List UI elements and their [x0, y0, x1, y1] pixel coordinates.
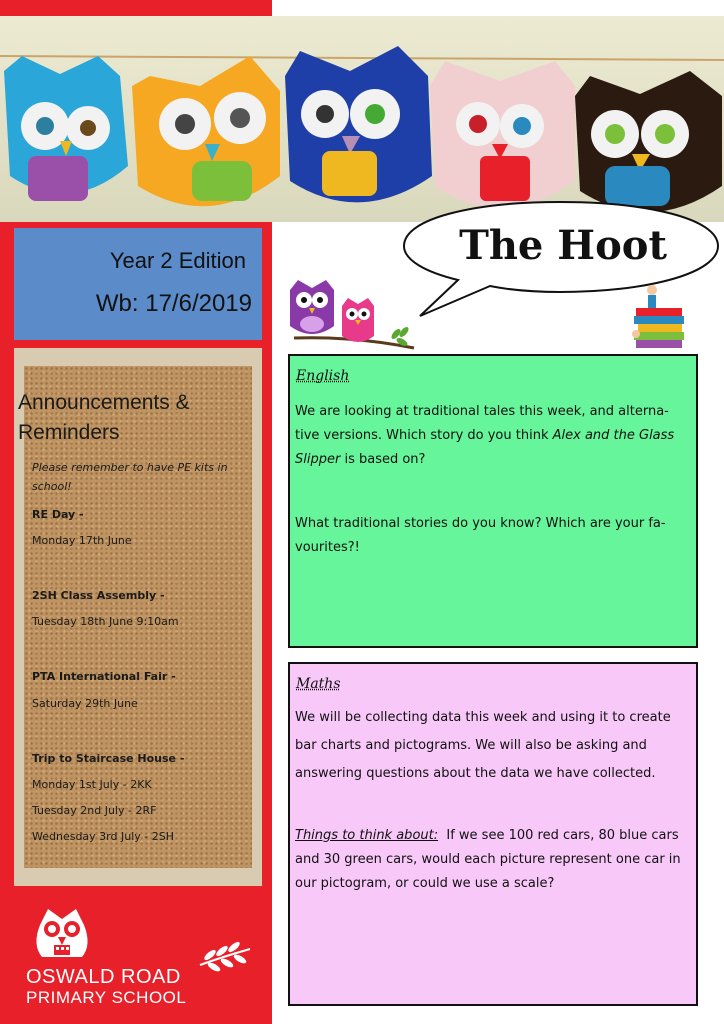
- purple-owl-icon: [290, 280, 334, 334]
- announcements-title: Announcements & Reminders: [18, 391, 190, 444]
- event-date-staircase-trip-1: Monday 1st July - 2KK: [32, 778, 152, 791]
- event-date-re-day: Monday 17th June: [32, 534, 132, 547]
- english-text-end: is based on?: [340, 452, 426, 467]
- event-title-pta-fair: PTA International Fair -: [32, 670, 176, 683]
- english-paragraph-1: [295, 400, 693, 472]
- event-title-staircase-trip: Trip to Staircase House -: [32, 752, 185, 765]
- maths-section: [288, 662, 698, 1006]
- owl-bunting-photo: [0, 16, 724, 222]
- week-label: Wb: 17/6/2019: [95, 290, 252, 317]
- maths-paragraph-2: [295, 824, 693, 896]
- owls-on-branch-illustration: [284, 276, 424, 356]
- english-heading: English: [296, 368, 350, 384]
- event-date-staircase-trip-3: Wednesday 3rd July - 2SH: [32, 830, 174, 843]
- school-name-line2: PRIMARY SCHOOL: [26, 988, 187, 1007]
- newsletter-title: The Hoot: [459, 222, 667, 269]
- books-stack-illustration: [630, 280, 688, 354]
- owl-decoration-1: [4, 56, 128, 201]
- leaf-branch-icon: [200, 940, 250, 973]
- maths-heading: Maths: [296, 676, 341, 692]
- event-date-pta-fair: Saturday 29th June: [32, 697, 138, 710]
- owl-decoration-4: [430, 61, 575, 207]
- event-title-re-day: RE Day -: [32, 508, 84, 521]
- english-paragraph-2: What traditional stories do you know? Which are your fa-vourites?!: [295, 516, 666, 555]
- edition-label: Year 2 Edition: [109, 248, 246, 273]
- think-text: If we see 100 red cars, 80 blue cars and 30 green cars, would each picture represent one car in our pictogram, or could we use a scale?: [295, 828, 681, 891]
- book-title: Alex and the Glass Slipper: [295, 428, 675, 467]
- owl-decoration-3: [285, 46, 432, 202]
- edition-box: [14, 228, 262, 340]
- owl-logo-icon: [36, 909, 87, 957]
- announcements-note: Please remember to have PE kits in school!: [32, 461, 228, 493]
- event-date-class-assembly: Tuesday 18th June 9:10am: [32, 615, 179, 628]
- maths-paragraph-1: We will be collecting data this week and using it to create bar charts and pictograms. We will also be asking and answering questions about the data we have collected.: [295, 710, 671, 781]
- event-title-class-assembly: 2SH Class Assembly -: [32, 589, 165, 602]
- owl-decoration-2: [132, 56, 280, 206]
- think-label: Things to think about:: [295, 828, 439, 843]
- event-date-staircase-trip-2: Tuesday 2nd July - 2RF: [32, 804, 157, 817]
- school-name-line1: OSWALD ROAD: [26, 966, 181, 988]
- owl-decoration-5: [575, 71, 722, 212]
- pink-owl-icon: [342, 298, 374, 342]
- english-text: We are looking at traditional tales this week, and alterna-tive versions. Which story do you think: [295, 404, 669, 443]
- english-section: [288, 354, 698, 648]
